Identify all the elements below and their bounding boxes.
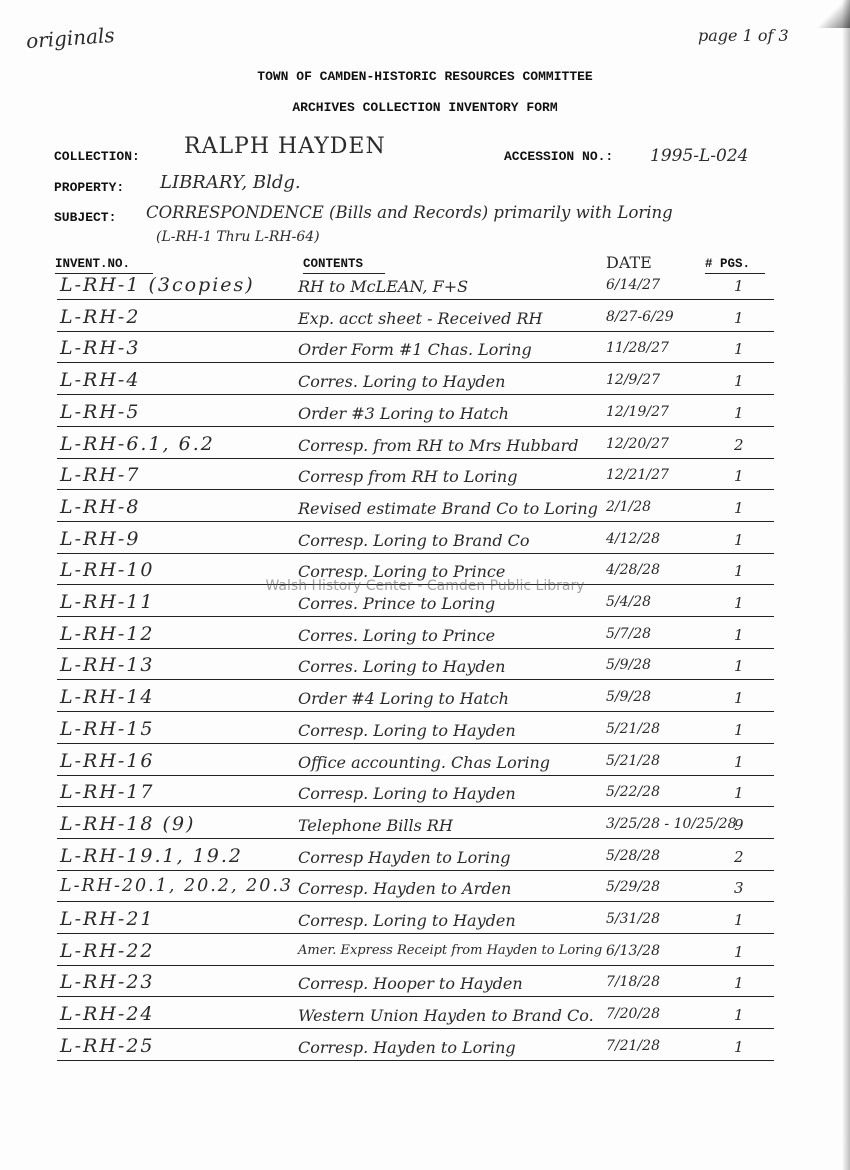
row-invent-no: L-RH-17 (60, 781, 155, 803)
row-invent-no: L-RH-23 (60, 971, 155, 993)
row-invent-no: L-RH-2 (60, 306, 141, 328)
row-contents: Amer. Express Receipt from Hayden to Loring (298, 943, 603, 958)
row-contents: RH to McLEAN, F+S (298, 277, 469, 296)
row-line (57, 711, 774, 712)
row-invent-no: L-RH-6.1, 6.2 (60, 433, 215, 455)
row-contents: Western Union Hayden to Brand Co. (298, 1006, 594, 1025)
row-pages: 1 (734, 911, 744, 929)
page-corner-shade (810, 0, 850, 28)
row-invent-no: L-RH-10 (60, 559, 155, 581)
row-invent-no: L-RH-7 (60, 464, 141, 486)
row-pages: 1 (734, 499, 744, 517)
row-invent-no: L-RH-18 (9) (60, 813, 196, 835)
row-pages: 1 (734, 594, 744, 612)
row-invent-no: L-RH-4 (60, 369, 141, 391)
row-date: 5/29/28 (606, 879, 660, 895)
row-contents: Revised estimate Brand Co to Loring (298, 499, 598, 518)
row-date: 5/21/28 (606, 721, 660, 737)
row-line (57, 870, 774, 871)
row-pages: 1 (734, 943, 744, 961)
row-date: 4/12/28 (606, 531, 660, 547)
row-line (57, 616, 774, 617)
property-value: LIBRARY, Bldg. (160, 172, 301, 193)
row-pages: 1 (734, 372, 744, 390)
row-line (57, 426, 774, 427)
row-date: 3/25/28 - 10/25/28 (606, 816, 737, 832)
row-contents: Corresp from RH to Loring (298, 467, 518, 486)
row-line (57, 965, 774, 966)
row-contents: Corres. Loring to Prince (298, 626, 496, 645)
row-date: 4/28/28 (606, 562, 660, 578)
row-invent-no: L-RH-20.1, 20.2, 20.3 (60, 876, 294, 896)
row-line (57, 838, 774, 839)
row-pages: 2 (734, 848, 744, 866)
row-date: 5/28/28 (606, 848, 660, 864)
row-contents: Corresp. Loring to Hayden (298, 721, 516, 740)
row-invent-no: L-RH-11 (60, 591, 155, 613)
row-date: 6/13/28 (606, 943, 660, 959)
row-contents: Corres. Loring to Hayden (298, 657, 506, 676)
row-date: 7/20/28 (606, 1006, 660, 1022)
date-header: DATE (606, 253, 652, 272)
subject-range: (L-RH-1 Thru L-RH-64) (156, 229, 320, 245)
row-contents: Office accounting. Chas Loring (298, 753, 551, 772)
row-pages: 1 (734, 309, 744, 327)
row-contents: Corresp. Hayden to Loring (298, 1038, 516, 1057)
row-pages: 1 (734, 626, 744, 644)
row-line (57, 362, 774, 363)
row-pages: 1 (734, 277, 744, 295)
subject-value: CORRESPONDENCE (Bills and Records) primarily with Loring (146, 203, 673, 222)
row-pages: 1 (734, 689, 744, 707)
row-date: 12/20/27 (606, 436, 669, 452)
row-pages: 1 (734, 562, 744, 580)
row-invent-no: L-RH-19.1, 19.2 (60, 845, 244, 867)
row-contents: Corres. Loring to Hayden (298, 372, 506, 391)
row-contents: Corres. Prince to Loring (298, 594, 496, 613)
row-invent-no: L-RH-9 (60, 528, 141, 550)
row-invent-no: L-RH-25 (60, 1035, 155, 1057)
row-pages: 1 (734, 784, 744, 802)
pages-header-underline (705, 273, 765, 274)
accession-label: ACCESSION NO.: (504, 149, 614, 164)
row-contents: Corresp. Loring to Hayden (298, 911, 516, 930)
row-contents: Corresp. Loring to Prince (298, 562, 506, 581)
row-invent-no: L-RH-12 (60, 623, 155, 645)
page-number-note: page 1 of 3 (698, 26, 789, 45)
row-pages: 1 (734, 753, 744, 771)
row-contents: Telephone Bills RH (298, 816, 453, 835)
row-line (57, 743, 774, 744)
row-date: 11/28/27 (606, 340, 669, 356)
row-date: 5/22/28 (606, 784, 660, 800)
row-pages: 9 (734, 816, 744, 834)
row-contents: Exp. acct sheet - Received RH (298, 309, 543, 328)
row-date: 2/1/28 (606, 499, 652, 515)
row-pages: 1 (734, 340, 744, 358)
row-contents: Corresp Hayden to Loring (298, 848, 511, 867)
row-date: 5/9/28 (606, 689, 652, 705)
row-invent-no: L-RH-22 (60, 940, 155, 962)
row-line (57, 553, 774, 554)
library-watermark: Walsh History Center - Camden Public Library (265, 578, 585, 594)
row-line (57, 489, 774, 490)
collection-label: COLLECTION: (54, 149, 140, 164)
invent-no-header: INVENT.NO. (55, 257, 131, 271)
row-pages: 3 (734, 879, 744, 897)
row-pages: 1 (734, 1006, 744, 1024)
subject-label: SUBJECT: (54, 210, 117, 225)
row-pages: 1 (734, 467, 744, 485)
row-invent-no: L-RH-14 (60, 686, 155, 708)
row-line (57, 458, 774, 459)
row-contents: Order #3 Loring to Hatch (298, 404, 509, 423)
row-line (57, 299, 774, 300)
row-invent-no: L-RH-8 (60, 496, 141, 518)
row-invent-no: L-RH-5 (60, 401, 141, 423)
row-contents: Order Form #1 Chas. Loring (298, 340, 532, 359)
row-date: 6/14/27 (606, 277, 660, 293)
row-invent-no: L-RH-15 (60, 718, 155, 740)
row-pages: 1 (734, 974, 744, 992)
collection-value: RALPH HAYDEN (184, 134, 386, 159)
row-line (57, 648, 774, 649)
row-invent-no: L-RH-16 (60, 750, 155, 772)
row-date: 7/21/28 (606, 1038, 660, 1054)
form-header-subtitle: ARCHIVES COLLECTION INVENTORY FORM (292, 100, 558, 115)
row-invent-no: L-RH-3 (60, 337, 141, 359)
row-line (57, 996, 774, 997)
row-date: 8/27-6/29 (606, 309, 674, 325)
row-line (57, 331, 774, 332)
row-contents: Corresp. Hayden to Arden (298, 879, 512, 898)
row-line (57, 933, 774, 934)
row-line (57, 394, 774, 395)
row-line (57, 679, 774, 680)
row-pages: 1 (734, 721, 744, 739)
row-date: 5/7/28 (606, 626, 652, 642)
contents-header-underline (303, 273, 385, 274)
row-date: 12/19/27 (606, 404, 669, 420)
row-line (57, 901, 774, 902)
row-line (57, 1060, 774, 1061)
row-date: 5/9/28 (606, 657, 652, 673)
row-invent-no: L-RH-24 (60, 1003, 155, 1025)
row-contents: Corresp. from RH to Mrs Hubbard (298, 436, 579, 455)
row-date: 5/31/28 (606, 911, 660, 927)
row-date: 5/21/28 (606, 753, 660, 769)
row-contents: Corresp. Loring to Hayden (298, 784, 516, 803)
form-header-title: TOWN OF CAMDEN-HISTORIC RESOURCES COMMITTEE (257, 69, 593, 84)
row-line (57, 1028, 774, 1029)
row-date: 12/21/27 (606, 467, 669, 483)
row-contents: Order #4 Loring to Hatch (298, 689, 509, 708)
row-invent-no: L-RH-13 (60, 654, 155, 676)
row-invent-no: L-RH-21 (60, 908, 155, 930)
originals-note: originals (25, 22, 116, 54)
row-pages: 2 (734, 436, 744, 454)
row-invent-no: L-RH-1 (3copies) (60, 274, 255, 296)
row-line (57, 521, 774, 522)
row-date: 12/9/27 (606, 372, 660, 388)
row-contents: Corresp. Loring to Brand Co (298, 531, 530, 550)
row-pages: 1 (734, 657, 744, 675)
row-contents: Corresp. Hooper to Hayden (298, 974, 523, 993)
row-line (57, 806, 774, 807)
accession-value: 1995-L-024 (650, 146, 749, 166)
pages-header: # PGS. (705, 257, 751, 271)
row-pages: 1 (734, 1038, 744, 1056)
row-line (57, 775, 774, 776)
contents-header: CONTENTS (303, 257, 364, 271)
row-date: 7/18/28 (606, 974, 660, 990)
row-date: 5/4/28 (606, 594, 652, 610)
row-pages: 1 (734, 531, 744, 549)
property-label: PROPERTY: (54, 180, 125, 195)
row-pages: 1 (734, 404, 744, 422)
